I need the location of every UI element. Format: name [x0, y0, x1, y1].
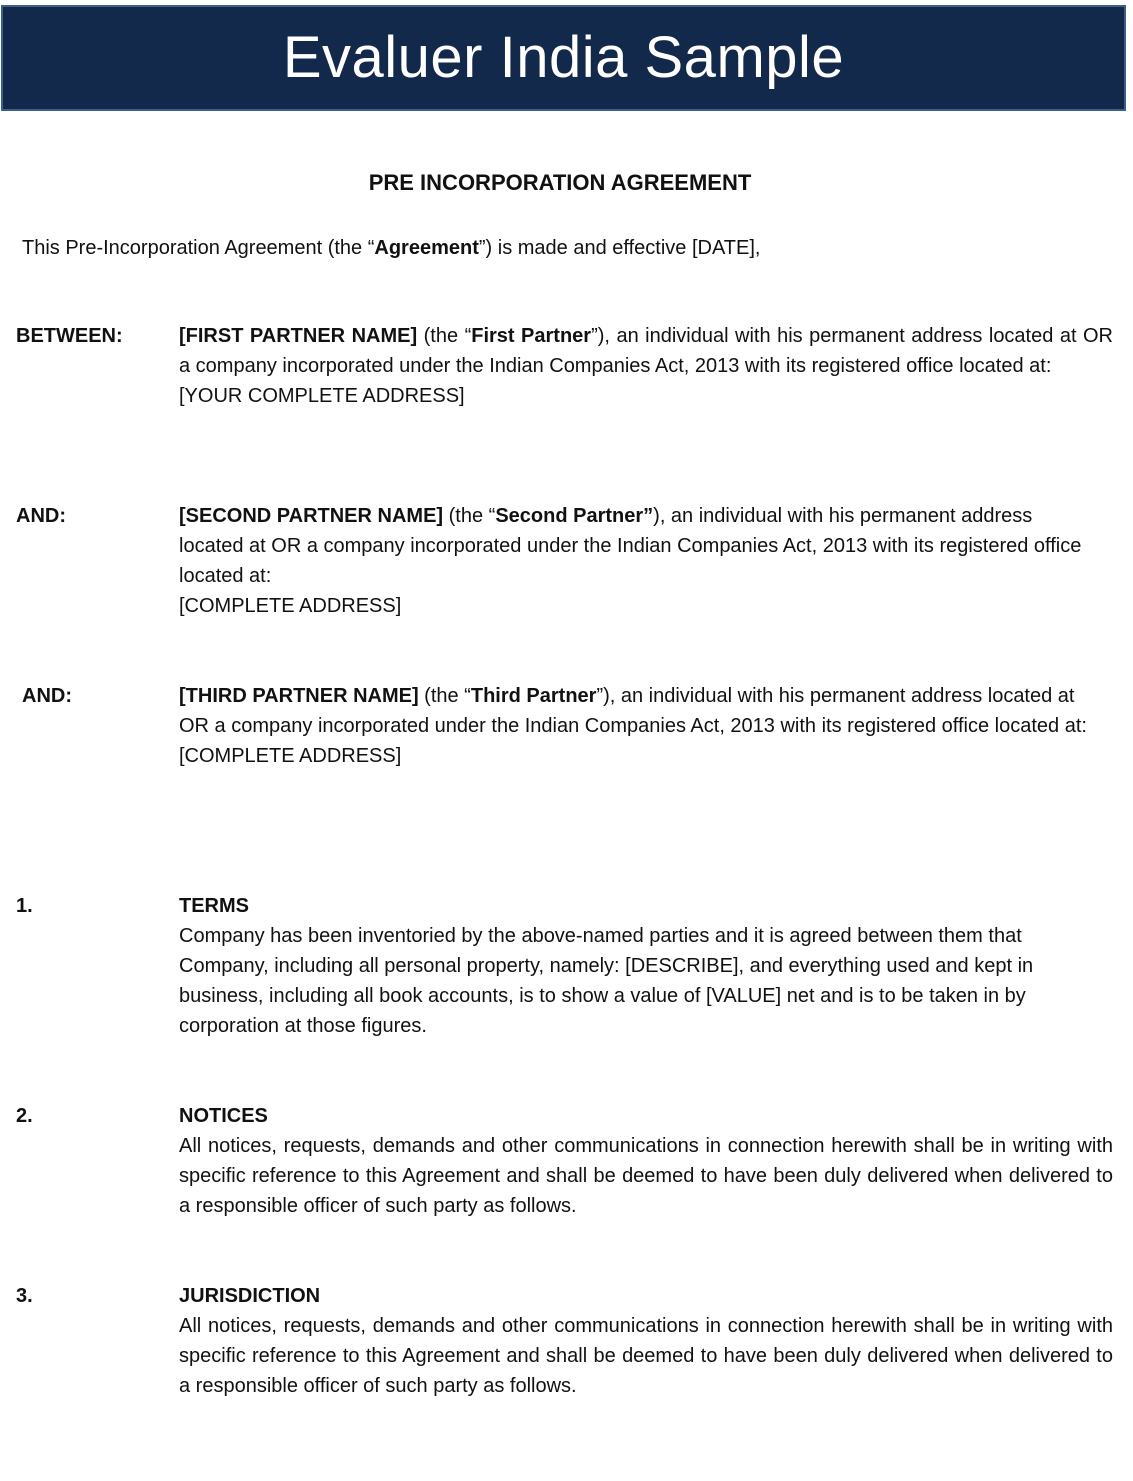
party-label-and: AND: — [16, 505, 66, 527]
section-heading: NOTICES — [179, 1105, 268, 1127]
intro-text-after: ”) is made and effective [DATE], — [478, 237, 761, 259]
party-label-and: AND: — [22, 685, 72, 707]
party-text: ”), an individual with his permanent address located at OR a company incorporated under the Indian Companies Act, 2013 with its registered office located at: — [179, 685, 1087, 737]
section-text: All notices, requests, demands and other communications in connection herewith shall be in writing with specific reference to this Agreement and shall be deemed to have been duly delivered when delivered to a responsible officer of such party as follows. — [179, 1135, 1113, 1217]
document-title: PRE INCORPORATION AGREEMENT — [368, 170, 752, 195]
header-banner — [1, 5, 1126, 111]
section-heading: TERMS — [179, 895, 249, 917]
section-number: 2. — [16, 1105, 33, 1127]
party-short-name: Third Partner — [470, 685, 597, 707]
party-short-name: Second Partner” — [495, 505, 654, 527]
party-block-third — [179, 681, 1089, 771]
header-title: Evaluer India Sample — [282, 25, 845, 90]
party-description — [179, 501, 1101, 591]
intro-paragraph — [22, 233, 760, 263]
party-name: [FIRST PARTNER NAME] — [179, 325, 418, 347]
party-block-second — [179, 501, 1101, 621]
party-text: (the “ — [443, 505, 496, 527]
party-description — [179, 321, 1113, 381]
party-label-between: BETWEEN: — [16, 325, 123, 347]
section-text: All notices, requests, demands and other communications in connection herewith shall be in writing with specific reference to this Agreement and shall be deemed to have been duly delivered when delivered to a responsible officer of such party as follows. — [179, 1315, 1113, 1397]
party-block-first — [179, 321, 1113, 411]
section-heading: JURISDICTION — [179, 1285, 321, 1307]
party-text: (the “ — [417, 325, 472, 347]
party-address: [YOUR COMPLETE ADDRESS] — [179, 385, 465, 407]
intro-text-before: This Pre-Incorporation Agreement (the “ — [22, 237, 375, 259]
party-name: [SECOND PARTNER NAME] — [179, 505, 444, 527]
section-notices — [179, 1101, 1113, 1221]
party-text: (the “ — [418, 685, 471, 707]
party-address: [COMPLETE ADDRESS] — [179, 595, 402, 617]
section-number: 3. — [16, 1285, 33, 1307]
intro-defined-term: Agreement — [374, 237, 479, 259]
party-name: [THIRD PARTNER NAME] — [179, 685, 419, 707]
section-number: 1. — [16, 895, 33, 917]
section-text: Company has been inventoried by the above-named parties and it is agreed between them that Company, including all personal property, namely: [DESCRIBE], and everything used and kept in business, including all book accounts, is to show a value of [VALUE] net and is to be taken in by corporation at those figures. — [179, 925, 1034, 1037]
section-terms — [179, 891, 1113, 1041]
party-text: ”), an individual with his permanent address located at OR a company incorporated under the Indian Companies Act, 2013 with its registered office located at: — [179, 325, 1114, 377]
party-text: ), an individual with his permanent address located at OR a company incorporated under the Indian Companies Act, 2013 with its registered office located at: — [179, 505, 1082, 587]
party-short-name: First Partner — [471, 325, 592, 347]
party-address: [COMPLETE ADDRESS] — [179, 745, 402, 767]
party-description — [179, 681, 1089, 741]
section-jurisdiction — [179, 1281, 1113, 1401]
